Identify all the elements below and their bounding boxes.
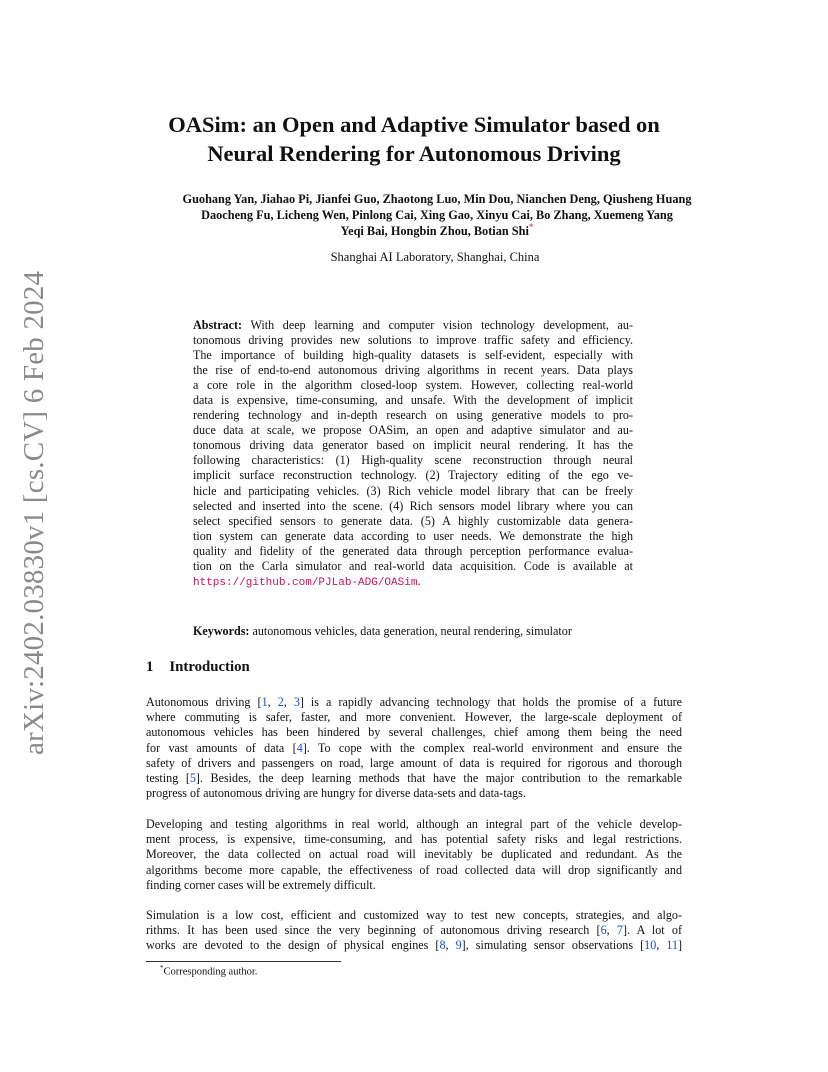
text-run: where commuting is safer, faster, and more convenient. However, the large-scale deployment of — [146, 710, 682, 725]
footnote-mark: * — [160, 964, 164, 972]
author-line-1: Guohang Yan, Jiahao Pi, Jianfei Guo, Zhaotong Luo, Min Dou, Nianchen Deng, Qiusheng Huang — [182, 192, 692, 206]
text-run: ], simulating sensor observations [ — [461, 938, 645, 953]
text-run: ]. Besides, the deep learning methods that have the major contribution to the remarkable — [195, 771, 682, 786]
abstract-line: The importance of building high-quality datasets is self-evident, especially with — [193, 348, 633, 363]
text-run: Moreover, the data collected on actual road will inevitably be duplicated and redundant. As the — [146, 847, 682, 862]
text-run: ]. A lot of — [622, 923, 682, 938]
paragraph-line — [146, 923, 682, 938]
section-title: Introduction — [169, 659, 250, 675]
footnote — [160, 964, 257, 978]
paragraph-line — [146, 817, 682, 832]
citation-link[interactable]: 2 — [277, 695, 284, 709]
text-run: , — [606, 923, 617, 938]
paragraph-line — [146, 878, 682, 893]
text-run: autonomous vehicles has been hindered by several challenges, chief among them being the need — [146, 725, 682, 740]
footnote-rule — [146, 961, 341, 962]
paragraph-line — [146, 938, 682, 953]
paragraph-line — [146, 741, 682, 756]
paragraph-line — [146, 832, 682, 847]
paragraph-line — [146, 847, 682, 862]
abstract-line: tion on the Carla simulator and real-world data acquisition. Code is available at — [193, 558, 633, 573]
citation-link[interactable]: 1 — [261, 695, 268, 709]
author-list — [0, 191, 828, 240]
intro-paragraph-2 — [146, 817, 682, 893]
text-run: finding corner cases will be extremely difficult. — [146, 877, 376, 892]
abstract-first-line-text: With deep learning and computer vision technology development, au- — [250, 318, 633, 332]
citation-link[interactable]: 7 — [616, 923, 623, 938]
abstract-block — [193, 318, 633, 591]
citation-link[interactable]: 8 — [439, 938, 446, 953]
abstract-line: tonomous driving data generator based on implicit neural rendering. It has the — [193, 438, 633, 453]
text-run: for vast amounts of data [ — [146, 740, 297, 755]
text-run: testing [ — [146, 771, 190, 786]
keywords-text: autonomous vehicles, data generation, neural rendering, simulator — [252, 624, 572, 638]
abstract-line: data is expensive, time-consuming, and unsafe. With the development of implicit — [193, 393, 633, 408]
text-run: algorithms become more capable, the effectiveness of road collected data will drop significantly and — [146, 862, 682, 877]
text-run: Simulation is a low cost, efficient and customized way to test new concepts, strategies, and algo- — [146, 908, 682, 922]
citation-link[interactable]: 11 — [666, 938, 678, 953]
text-run: ment process, is expensive, time-consuming, and has potential safety risks and legal restrictions. — [146, 832, 682, 847]
paragraph-line — [146, 863, 682, 878]
intro-paragraph-1 — [146, 695, 682, 801]
title-line-2: Neural Rendering for Autonomous Driving — [207, 141, 621, 166]
citation-link[interactable]: 10 — [644, 938, 657, 953]
arxiv-identifier-stamp: arXiv:2402.03830v1 [cs.CV] 6 Feb 2024 — [18, 270, 50, 755]
abstract-label: Abstract: — [193, 318, 243, 332]
abstract-line: implicit surface reconstruction technology. (2) Trajectory editing of the ego ve- — [193, 468, 633, 483]
abstract-line: rendering technology and in-depth research on using generative models to pro- — [193, 408, 633, 423]
abstract-line: the rise of end-to-end autonomous driving algorithms in recent years. Data plays — [193, 363, 633, 378]
intro-paragraph-3 — [146, 908, 682, 954]
citation-link[interactable]: 9 — [455, 938, 462, 953]
abstract-line: tonomous driving provides new solutions to improve traffic safety and efficiency. — [193, 333, 633, 348]
abstract-line: following characteristics: (1) High-quality scene reconstruction through neural — [193, 453, 633, 468]
text-run: safety of drivers and passengers on road, large amount of data is required for rigorous and thorough — [146, 755, 682, 770]
abstract-lines — [193, 333, 633, 574]
citation-link[interactable]: 3 — [293, 695, 300, 709]
author-line-2: Daocheng Fu, Licheng Wen, Pinlong Cai, Xing Gao, Xinyu Cai, Bo Zhang, Xuemeng Yang — [201, 208, 673, 223]
abstract-line: quality and fidelity of the generated data through perception performance evalua- — [193, 543, 633, 558]
abstract-line: hicle and participating vehicles. (3) Rich vehicle model library that can be freely — [193, 483, 633, 498]
abstract-line: selected and inserted into the scene. (4) Rich sensors model library where you can — [193, 498, 633, 513]
text-run: works are devoted to the design of physical engines [ — [146, 938, 440, 953]
paper-title — [0, 110, 828, 168]
text-run: Autonomous driving [ — [146, 695, 262, 709]
citation-link[interactable]: 5 — [189, 771, 196, 786]
keywords — [193, 624, 572, 639]
citation-link[interactable]: 6 — [600, 923, 607, 938]
paragraph-line — [146, 908, 682, 923]
text-run: Developing and testing algorithms in real world, although an integral part of the vehicle develop- — [146, 817, 682, 831]
text-run: , — [267, 695, 278, 709]
affiliation: Shanghai AI Laboratory, Shanghai, China — [330, 250, 540, 264]
author-line-3-text: Yeqi Bai, Hongbin Zhou, Botian Shi — [340, 224, 529, 239]
paragraph-line — [146, 786, 682, 801]
abstract-line-url — [193, 574, 633, 591]
author-line-3 — [0, 223, 828, 239]
text-run: ] is a rapidly advancing technology that holds the promise of a future — [299, 695, 683, 709]
text-run: , — [283, 695, 294, 709]
section-number: 1 — [146, 659, 154, 675]
paragraph-line — [146, 725, 682, 740]
abstract-line: a core role in the algorithm closed-loop system. However, collecting real-world — [193, 378, 633, 393]
url-suffix: . — [417, 573, 421, 588]
keywords-label: Keywords: — [193, 624, 250, 638]
abstract-line: tion system can generate data according to user needs. We demonstrate the high — [193, 528, 633, 543]
text-run: , — [445, 938, 456, 953]
corresponding-author-mark[interactable]: * — [528, 222, 534, 233]
text-run: ] — [678, 938, 683, 953]
section-heading-introduction — [146, 659, 250, 676]
text-run: ]. To cope with the complex real-world environment and ensure the — [302, 740, 682, 755]
code-url-link[interactable]: https://github.com/PJLab-ADG/OASim — [193, 576, 418, 589]
footnote-text: Corresponding author. — [163, 966, 258, 978]
text-run: rithms. It has been used since the very beginning of autonomous driving research [ — [146, 923, 601, 938]
text-run: , — [656, 938, 667, 953]
abstract-line-first — [193, 318, 633, 333]
paragraph-line — [146, 695, 682, 710]
title-line-1: OASim: an Open and Adaptive Simulator based on — [168, 112, 660, 137]
citation-link[interactable]: 4 — [296, 740, 303, 755]
abstract-line: select specified sensors to generate data. (5) A highly customizable data genera- — [193, 513, 633, 528]
text-run: progress of autonomous driving are hungry for diverse data-sets and data-tags. — [146, 786, 526, 801]
paragraph-line — [146, 710, 682, 725]
abstract-line: duce data at scale, we propose OASim, an open and adaptive simulator and au- — [193, 423, 633, 438]
paragraph-line — [146, 756, 682, 771]
paragraph-line — [146, 771, 682, 786]
